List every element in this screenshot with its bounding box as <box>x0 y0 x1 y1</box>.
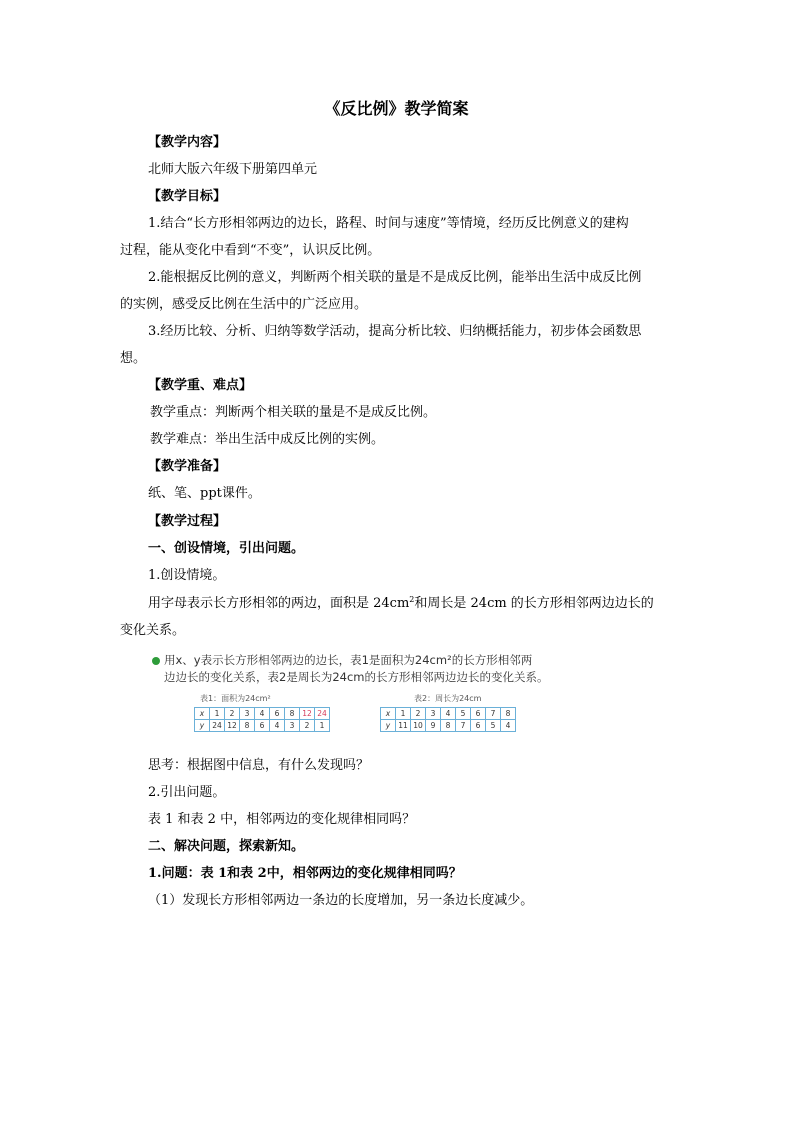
table-1-x-label: x <box>195 708 210 720</box>
part-1-heading: 一、创设情境，引出问题。 <box>148 541 305 556</box>
table-1-row-y <box>195 720 330 732</box>
page-title: 《反比例》教学简案 <box>324 99 469 118</box>
table-cell: 8 <box>501 708 516 720</box>
think-question: 思考：根据图中信息，有什么发现吗？ <box>148 758 370 773</box>
step-1-superscript: 2 <box>409 595 415 604</box>
goal-1-line-1: 1.结合“长方形相邻两边的边长，路程、时间与速度”等情境，经历反比例意义的建构 <box>148 216 629 231</box>
table-2 <box>380 707 516 732</box>
table-1 <box>194 707 330 732</box>
table-2-caption: 表2：周长为24cm <box>414 694 482 703</box>
step-1: 1.创设情境。 <box>148 568 226 583</box>
table-cell: 6 <box>471 720 486 732</box>
table-cell: 1 <box>396 708 411 720</box>
table-2-row-x <box>381 708 516 720</box>
table-cell: 1 <box>210 708 225 720</box>
table-cell: 8 <box>240 720 255 732</box>
step-2-text: 表 1 和表 2 中，相邻两边的变化规律相同吗？ <box>148 812 416 827</box>
table-cell: 4 <box>270 720 285 732</box>
table-1-y-label: y <box>195 720 210 732</box>
table-cell: 12 <box>225 720 240 732</box>
tables-figure <box>152 652 592 744</box>
figure-description <box>152 652 592 686</box>
table-cell: 11 <box>396 720 411 732</box>
table-1-row-x <box>195 708 330 720</box>
goal-2-line-1: 2.能根据反比例的意义，判断两个相关联的量是不是成反比例，能举出生活中成反比例 <box>148 270 642 285</box>
heading-goals: 【教学目标】 <box>148 189 227 204</box>
table-2-row-y <box>381 720 516 732</box>
table-cell: 8 <box>441 720 456 732</box>
table-cell: 12 <box>300 708 315 720</box>
table-cell: 5 <box>486 720 501 732</box>
table-cell: 4 <box>441 708 456 720</box>
table-cell: 2 <box>225 708 240 720</box>
table-cell: 5 <box>456 708 471 720</box>
table-cell: 3 <box>285 720 300 732</box>
figure-line-2: 边边长的变化关系，表2是周长为24cm的长方形相邻两边边长的变化关系。 <box>164 670 549 684</box>
table-cell: 6 <box>255 720 270 732</box>
goal-3-line-2: 想。 <box>120 351 147 366</box>
table-cell: 6 <box>270 708 285 720</box>
table-cell: 24 <box>210 720 225 732</box>
preparation-text: 纸、笔、ppt课件。 <box>148 486 261 501</box>
table-2-x-label: x <box>381 708 396 720</box>
difficult-point: 教学难点：举出生活中成反比例的实例。 <box>150 432 385 447</box>
table-cell: 7 <box>486 708 501 720</box>
goal-3-line-1: 3.经历比较、分析、归纳等数学活动，提高分析比较、归纳概括能力，初步体会函数思 <box>148 324 642 339</box>
goal-1-line-2: 过程，能从变化中看到“不变”，认识反比例。 <box>120 243 381 258</box>
table-cell: 2 <box>411 708 426 720</box>
table-cell: 9 <box>426 720 441 732</box>
table-cell: 8 <box>285 708 300 720</box>
table-cell: 4 <box>255 708 270 720</box>
table-1-caption: 表1：面积为24cm² <box>200 694 271 703</box>
step-1-text-a: 用字母表示长方形相邻的两边，面积是 24cm <box>148 596 410 611</box>
question-1: 1.问题：表 1和表 2中，相邻两边的变化规律相同吗？ <box>148 866 462 881</box>
step-1-text <box>148 590 680 617</box>
table-cell: 2 <box>300 720 315 732</box>
step-2: 2.引出问题。 <box>148 785 226 800</box>
question-1-answer: （1）发现长方形相邻两边一条边的长度增加，另一条边长度减少。 <box>148 893 534 908</box>
table-cell: 10 <box>411 720 426 732</box>
table-2-y-label: y <box>381 720 396 732</box>
table-cell: 24 <box>315 708 330 720</box>
heading-preparation: 【教学准备】 <box>148 459 227 474</box>
key-point: 教学重点：判断两个相关联的量是不是成反比例。 <box>150 405 437 420</box>
content-text: 北师大版六年级下册第四单元 <box>148 162 318 177</box>
table-cell: 6 <box>471 708 486 720</box>
heading-content: 【教学内容】 <box>148 135 227 150</box>
step-1-text-b: 和周长是 24cm 的长方形相邻两边边长的 <box>414 596 654 611</box>
table-cell: 3 <box>426 708 441 720</box>
table-cell: 3 <box>240 708 255 720</box>
figure-line-1: 用x、y表示长方形相邻两边的边长，表1是面积为24cm²的长方形相邻两 <box>164 653 533 667</box>
bullet-icon <box>152 657 160 665</box>
table-cell: 7 <box>456 720 471 732</box>
step-1-text-continued: 变化关系。 <box>120 623 186 638</box>
goal-2-line-2: 的实例，感受反比例在生活中的广泛应用。 <box>120 297 368 312</box>
table-cell: 4 <box>501 720 516 732</box>
part-2-heading: 二、解决问题，探索新知。 <box>148 839 305 854</box>
heading-process: 【教学过程】 <box>148 514 227 529</box>
heading-key-points: 【教学重、难点】 <box>148 378 253 393</box>
table-cell: 1 <box>315 720 330 732</box>
